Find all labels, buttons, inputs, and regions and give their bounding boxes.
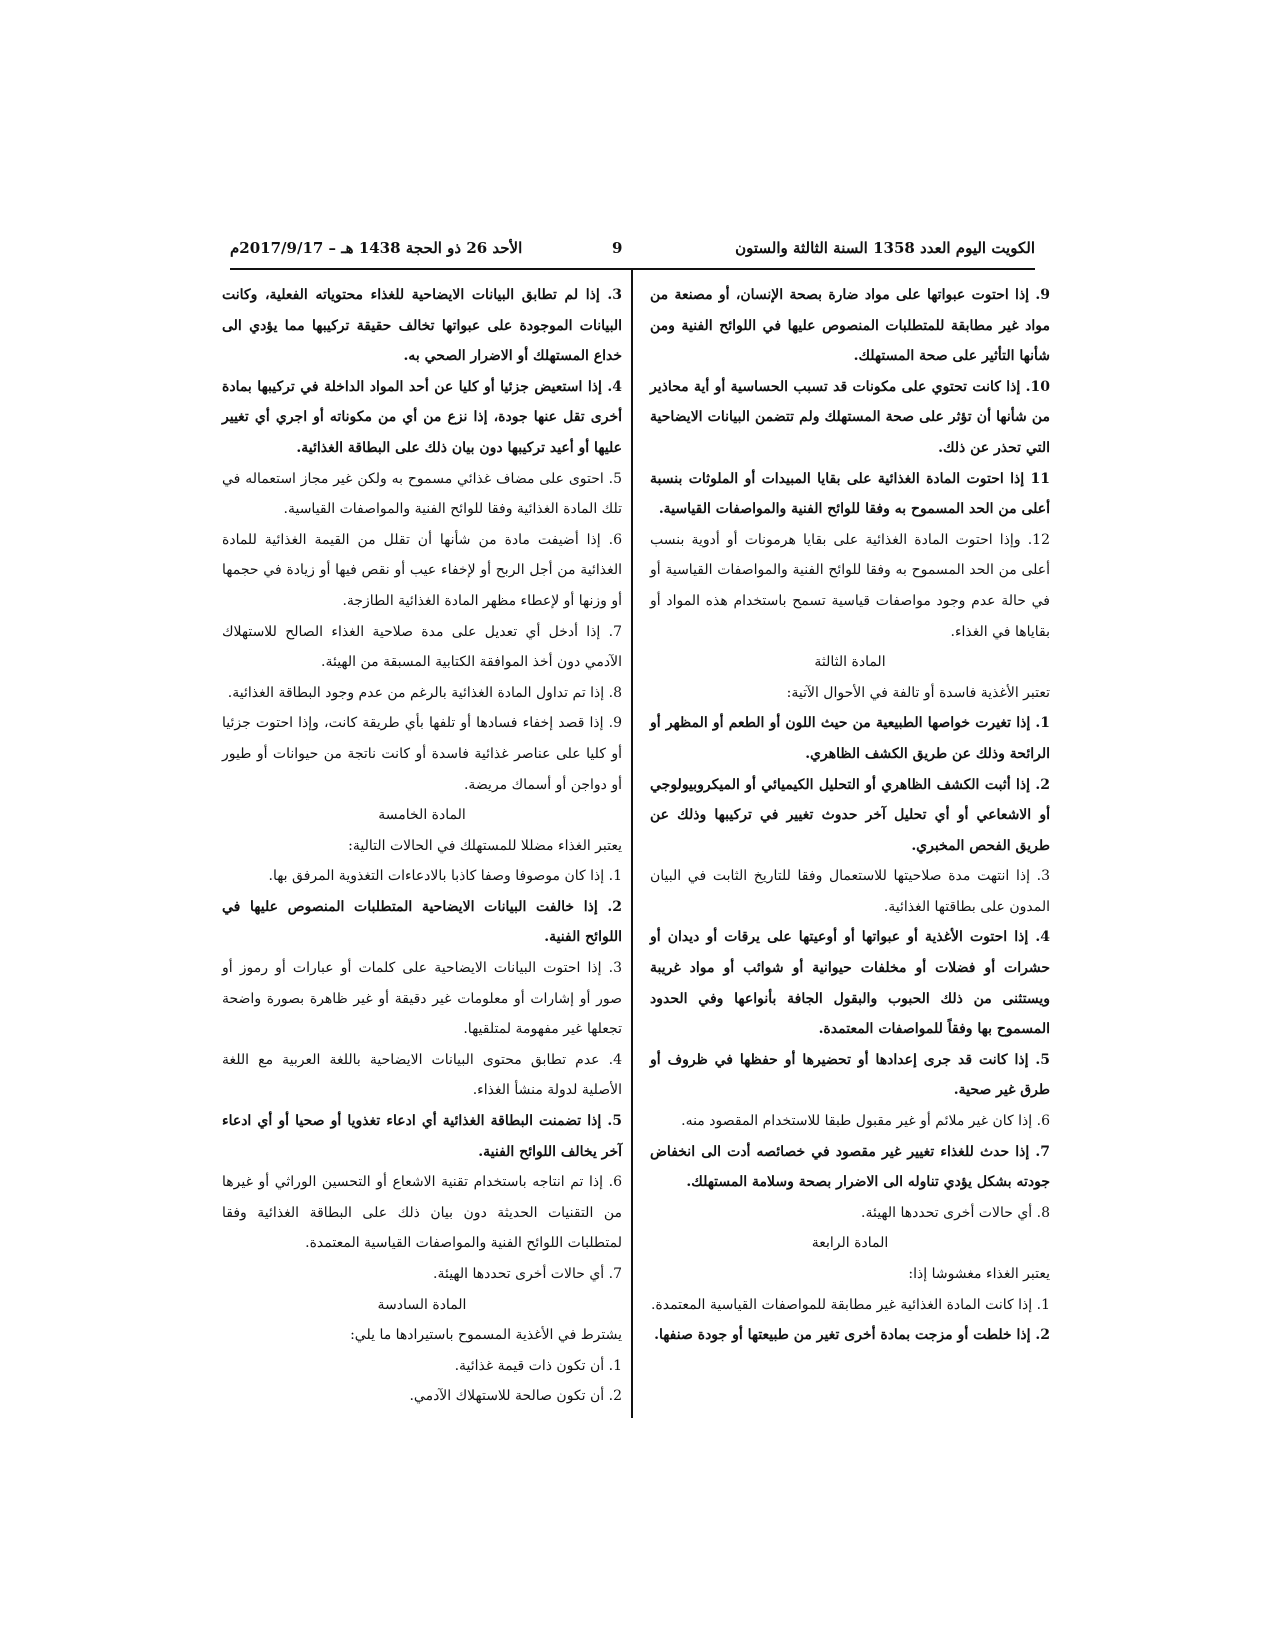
clause-paragraph: 2. إذا أثبت الكشف الظاهري أو التحليل الكيميائي أو الميكروبيولوجي أو الاشعاعي أو أي تحليل آخر حدوث تغيير في تركيبها وذلك عن طريق الفحص المخبري. <box>650 776 1050 854</box>
page-header <box>230 239 1035 265</box>
clause-paragraph: 2. إذا خلطت أو مزجت بمادة أخرى تغير من طبيعتها أو جودة صنفها. <box>654 1327 1050 1344</box>
clause-paragraph: 1. إذا كان موصوفا وصفا كاذبا بالادعاءات التغذوية المرفق بها. <box>268 868 622 885</box>
header-page-number: 9 <box>612 239 623 257</box>
column-divider <box>631 268 633 1418</box>
clause-paragraph: 2. أن تكون صالحة للاستهلاك الآدمي. <box>409 1388 622 1405</box>
article-heading: المادة الثالثة <box>814 654 886 671</box>
clause-paragraph: 4. إذا استعيض جزئيا أو كليا عن أحد المواد الداخلة في تركيبها بمادة أخرى تقل عنها جودة، إذا نزع من أي من مكوناته أو اجري أي تغيير عليها أو أعيد تركيبها دون بيان ذلك على البطاقة الغذائية. <box>222 378 622 456</box>
clause-paragraph: 3. إذا لم تطابق البيانات الايضاحية للغذاء محتوياته الفعلية، وكانت البيانات الموجودة على عبواتها تخالف حقيقة تركيبها مما يؤدي الى خداع المستهلك أو الاضرار الصحي به. <box>222 287 622 365</box>
clause-paragraph: 2. إذا خالفت البيانات الايضاحية المتطلبات المنصوص عليها في اللوائح الفنية. <box>222 898 622 946</box>
clause-paragraph: 5. إذا تضمنت البطاقة الغذائية أي ادعاء تغذويا أو صحيا أو أي ادعاء آخر يخالف اللوائح الفنية. <box>222 1113 622 1160</box>
clause-paragraph: 7. إذا أدخل أي تعديل على مدة صلاحية الغذاء الصالح للاستهلاك الآدمي دون أخذ الموافقة الكتابية المسبقة من الهيئة. <box>222 623 622 671</box>
header-date: الأحد 26 ذو الحجة 1438 هـ – 2017/9/17م <box>230 239 523 257</box>
article-heading: المادة السادسة <box>377 1296 467 1313</box>
clause-paragraph: 6. إذا تم انتاجه باستخدام تقنية الاشعاع أو التحسين الوراثي أو غيرها من التقنيات الحديثة دون بيان ذلك على البطاقة الغذائية وفقا لمتطلبات اللوائح الفنية والمواصفات القياسية المعتمدة. <box>222 1174 622 1252</box>
right-column <box>650 280 1050 1351</box>
clause-paragraph: 6. إذا أضيفت مادة من شأنها أن تقلل من القيمة الغذائية للمادة الغذائية من أجل الربح أو لإخفاء عيب أو نقص فيها أو زيادة في حجمها أو وزنها أو لإعطاء مظهر المادة الغذائية الطازجة. <box>222 531 622 609</box>
article-heading: المادة الخامسة <box>378 807 466 824</box>
clause-paragraph: 9. إذا قصد إخفاء فسادها أو تلفها بأي طريقة كانت، وإذا احتوت جزئيا أو كليا على عناصر غذائية فاسدة أو كانت ناتجة من حيوانات أو طيور أو دواجن أو أسماك مريضة. <box>222 715 622 793</box>
article-intro: يعتبر الغذاء مغشوشا إذا: <box>908 1266 1050 1282</box>
clause-paragraph: 3. إذا انتهت مدة صلاحيتها للاستعمال وفقا للتاريخ الثابت في البيان المدون على بطاقتها الغذائية. <box>650 868 1050 915</box>
clause-paragraph: 4. إذا احتوت الأغذية أو عبواتها أو أوعيتها على يرقات أو ديدان أو حشرات أو فضلات أو مخلفات حيوانية أو شوائب أو مواد غريبة ويستثنى من ذلك الحبوب والبقول الجافة بأنواعها وفي الحدود المسموح بها وفقاً للمواصفات المعتمدة. <box>650 929 1050 1038</box>
clause-paragraph: 11 إذا احتوت المادة الغذائية على بقايا المبيدات أو الملوثات بنسبة أعلى من الحد المسموح به وفقا للوائح الفنية والمواصفات القياسية. <box>650 470 1050 518</box>
clause-paragraph: 1. إذا تغيرت خواصها الطبيعية من حيث اللون أو الطعم أو المظهر أو الرائحة وذلك عن طريق الكشف الظاهري. <box>650 715 1050 762</box>
article-heading: المادة الرابعة <box>811 1235 889 1252</box>
clause-paragraph: 8. إذا تم تداول المادة الغذائية بالرغم من عدم وجود البطاقة الغذائية. <box>227 684 622 701</box>
clause-paragraph: 12. وإذا احتوت المادة الغذائية على بقايا هرمونات أو أدوية بنسب أعلى من الحد المسموح به وفقا للوائح الفنية والمواصفات القياسية أو في حالة عدم وجود مواصفات قياسية تسمح باستخدام هذه المواد أو بقاياها في الغذاء. <box>650 531 1050 640</box>
clause-paragraph: 5. احتوى على مضاف غذائي مسموح به ولكن غير مجاز استعماله في تلك المادة الغذائية وفقا للوائح الفنية والمواصفات القياسية. <box>222 470 622 518</box>
clause-paragraph: 4. عدم تطابق محتوى البيانات الايضاحية باللغة العربية مع اللغة الأصلية لدولة منشأ الغذاء. <box>222 1051 622 1099</box>
clause-paragraph: 10. إذا كانت تحتوي على مكونات قد تسبب الحساسية أو أية محاذير من شأنها أن تؤثر على صحة المستهلك ولم تتضمن البيانات الايضاحية التي تحذر عن ذلك. <box>650 378 1050 456</box>
clause-paragraph: 7. أي حالات أخرى تحددها الهيئة. <box>433 1266 622 1282</box>
clause-paragraph: 1. أن تكون ذات قيمة غذائية. <box>454 1357 622 1374</box>
article-intro: يشترط في الأغذية المسموح باستيرادها ما يلي: <box>350 1327 622 1344</box>
clause-paragraph: 7. إذا حدث للغذاء تغيير غير مقصود في خصائصه أدت الى انخفاض جودته بشكل يؤدي تناوله الى الاضرار بصحة وسلامة المستهلك. <box>650 1143 1050 1191</box>
article-intro: يعتبر الغذاء مضللا للمستهلك في الحالات التالية: <box>348 837 622 854</box>
clause-paragraph: 6. إذا كان غير ملائم أو غير مقبول طبقا للاستخدام المقصود منه. <box>681 1113 1050 1130</box>
clause-paragraph: 3. إذا احتوت البيانات الايضاحية على كلمات أو عبارات أو رموز أو صور أو إشارات أو معلومات غير دقيقة أو غير ظاهرة بصورة واضحة تجعلها غير مفهومة لمتلقيها. <box>222 960 622 1038</box>
clause-paragraph: 9. إذا احتوت عبواتها على مواد ضارة بصحة الإنسان، أو مصنعة من مواد غير مطابقة للمتطلبات المنصوص عليها في اللوائح الفنية ومن شأنها التأثير على صحة المستهلك. <box>650 287 1050 365</box>
clause-paragraph: 1. إذا كانت المادة الغذائية غير مطابقة للمواصفات القياسية المعتمدة. <box>650 1296 1050 1313</box>
clause-paragraph: 8. أي حالات أخرى تحددها الهيئة. <box>861 1204 1050 1221</box>
header-publication-info: الكويت اليوم العدد 1358 السنة الثالثة والستون <box>735 239 1035 257</box>
left-column <box>222 280 622 1412</box>
article-intro: تعتبر الأغذية فاسدة أو تالفة في الأحوال الآتية: <box>786 684 1050 701</box>
clause-paragraph: 5. إذا كانت قد جرى إعدادها أو تحضيرها أو حفظها في ظروف أو طرق غير صحية. <box>650 1051 1050 1099</box>
